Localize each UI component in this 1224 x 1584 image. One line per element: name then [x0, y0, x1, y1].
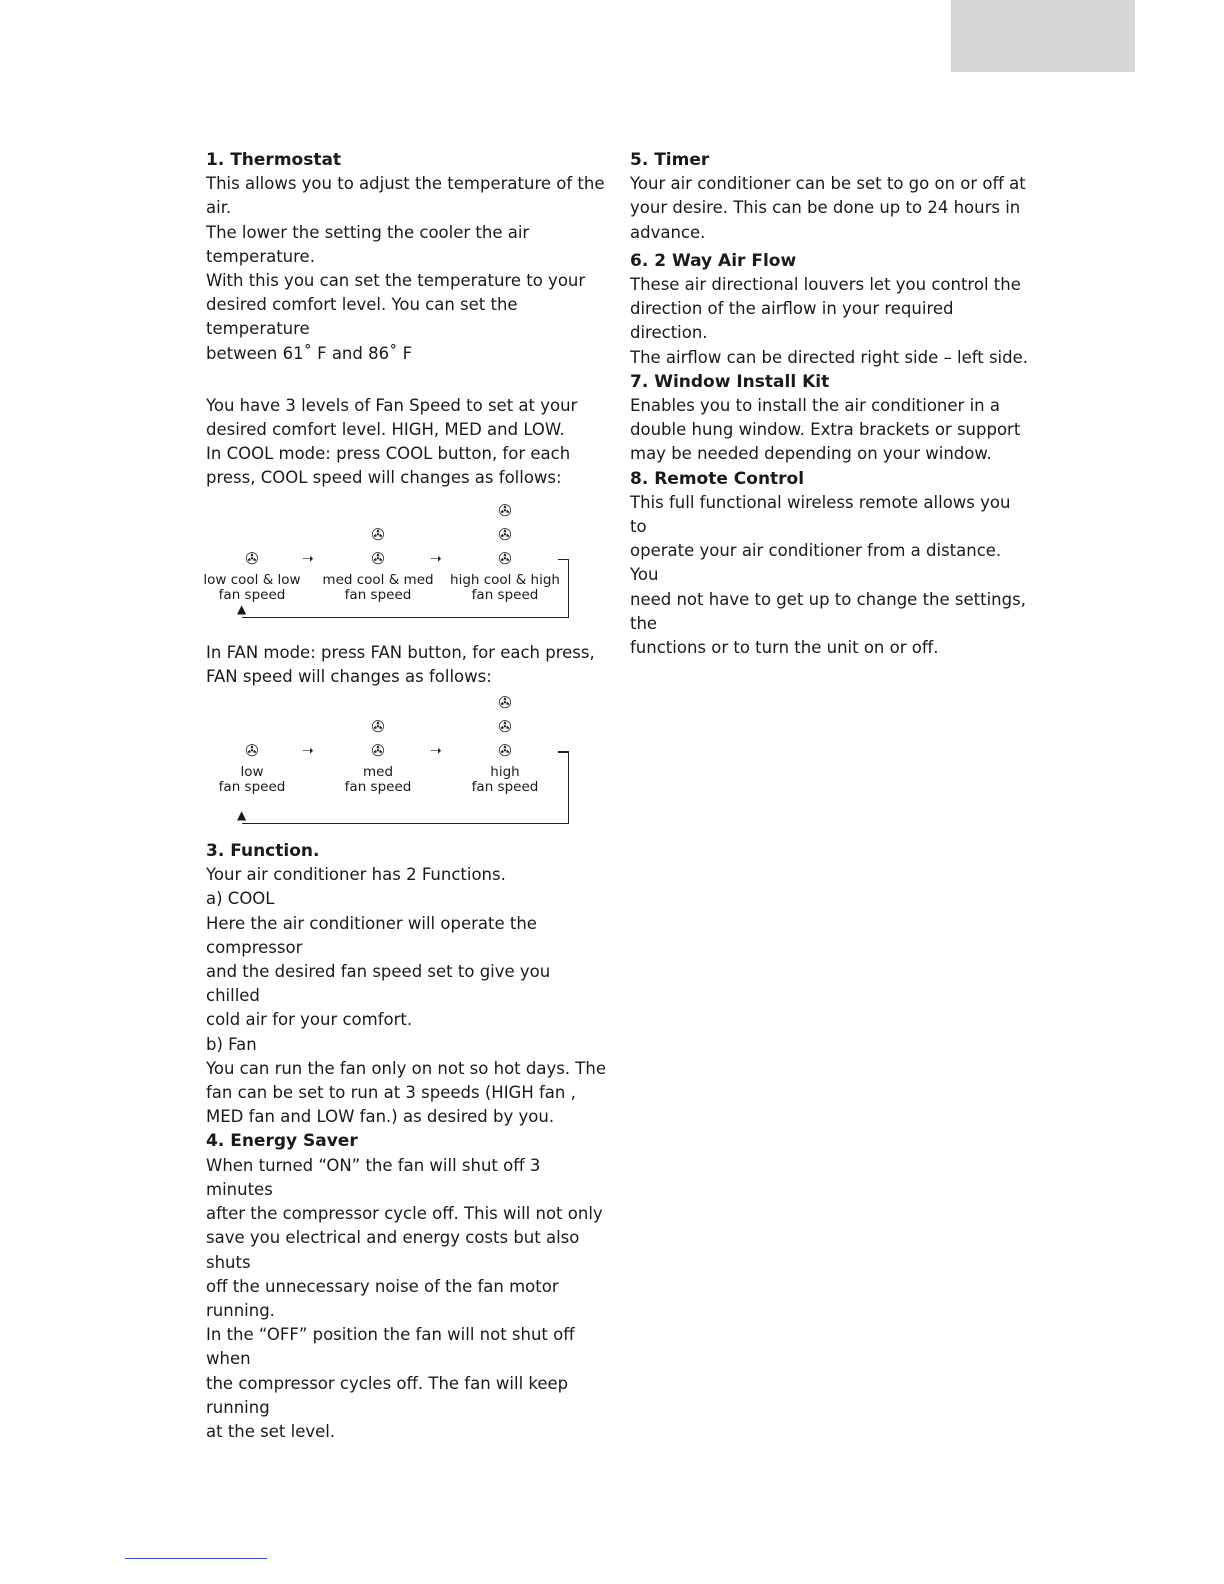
loop-line	[242, 559, 569, 618]
cool-label-high: high cool & high fan speed	[450, 571, 560, 603]
window-kit-heading: 7. Window Install Kit	[630, 371, 830, 392]
energy-saver-line: the compressor cycles off. The fan will keep running	[206, 1373, 569, 1417]
thermostat-line: The lower the setting the cooler the air temperature.	[206, 222, 530, 266]
function-line: fan can be set to run at 3 speeds (HIGH fan ,	[206, 1083, 576, 1103]
fan-mode-line: FAN speed will changes as follows:	[206, 666, 492, 686]
remote-line: need not have to get up to change the settings, the	[630, 589, 1026, 633]
fan-speed-diagram	[206, 689, 606, 839]
function-line: cold air for your comfort.	[206, 1010, 413, 1030]
function-line: and the desired fan speed set to give you chilled	[206, 962, 551, 1006]
timer-line: advance.	[630, 222, 706, 242]
fan-icon: ✇	[498, 524, 512, 544]
fan-icon: ✇	[371, 741, 385, 761]
fan-icon: ✇	[498, 500, 512, 520]
function-heading: 3. Function.	[206, 841, 320, 862]
timer-line: Your air conditioner can be set to go on or off at	[630, 174, 1026, 194]
fan-speed-line: press, COOL speed will changes as follows:	[206, 468, 562, 488]
remote-heading: 8. Remote Control	[630, 468, 805, 489]
function-line: a) COOL	[206, 889, 275, 909]
energy-saver-line: after the compressor cycle off. This will not only	[206, 1204, 603, 1224]
fan-icon: ✇	[371, 717, 385, 737]
window-kit-line: Enables you to install the air conditioner in a	[630, 396, 1000, 416]
air-flow-heading: 6. 2 Way Air Flow	[630, 250, 797, 271]
left-column	[203, 148, 606, 1444]
fan-icon: ✇	[498, 548, 512, 568]
energy-saver-line: at the set level.	[206, 1421, 336, 1441]
footer-rule	[125, 1558, 267, 1559]
fan-icon: ✇	[245, 548, 259, 568]
thermostat-line: desired comfort level. You can set the temperature	[206, 295, 518, 339]
page-tab-marker	[951, 0, 1135, 72]
energy-saver-line: save you electrical and energy costs but also shuts	[206, 1228, 580, 1272]
right-arrow-icon: ➝	[302, 743, 314, 760]
right-arrow-icon: ➝	[430, 743, 442, 760]
thermostat-line: This allows you to adjust the temperature of the air.	[206, 174, 605, 218]
window-kit-line: double hung window. Extra brackets or support	[630, 420, 1021, 440]
function-line: Here the air conditioner will operate the compressor	[206, 913, 537, 957]
right-arrow-icon: ➝	[430, 550, 442, 567]
cool-speed-diagram	[203, 491, 606, 641]
fan-label-med: med fan speed	[344, 764, 412, 796]
remote-line: operate your air conditioner from a distance. You	[630, 541, 1002, 585]
fan-icon: ✇	[498, 741, 512, 761]
function-line: b) Fan	[206, 1034, 257, 1054]
fan-label-low: low fan speed	[218, 764, 286, 796]
air-flow-line: The airflow can be directed right side – left side.	[630, 347, 1029, 367]
fan-icon: ✇	[498, 717, 512, 737]
up-arrow-icon: ▲	[237, 601, 247, 616]
fan-speed-line: In COOL mode: press COOL button, for each	[206, 444, 571, 464]
fan-mode-line: In FAN mode: press FAN button, for each press,	[206, 642, 595, 662]
function-line: Your air conditioner has 2 Functions.	[206, 865, 506, 885]
fan-icon: ✇	[245, 741, 259, 761]
fan-label-high: high fan speed	[471, 764, 539, 796]
timer-heading: 5. Timer	[630, 150, 710, 170]
fan-icon: ✇	[371, 548, 385, 568]
thermostat-line: With this you can set the temperature to your	[206, 271, 586, 291]
energy-saver-line: When turned “ON” the fan will shut off 3 minutes	[206, 1155, 541, 1199]
air-flow-line: direction of the airflow in your required direction.	[630, 299, 954, 343]
energy-saver-line: In the “OFF” position the fan will not shut off when	[206, 1325, 575, 1369]
fan-icon: ✇	[498, 693, 512, 713]
up-arrow-icon: ▲	[237, 808, 247, 823]
fan-speed-line: You have 3 levels of Fan Speed to set at your	[206, 395, 578, 415]
cool-label-med: med cool & med fan speed	[322, 571, 434, 603]
right-arrow-icon: ➝	[302, 550, 314, 567]
loop-line	[242, 751, 569, 824]
energy-saver-heading: 4. Energy Saver	[206, 1131, 358, 1152]
right-column	[630, 148, 1030, 660]
fan-speed-line: desired comfort level. HIGH, MED and LOW.	[206, 420, 565, 440]
thermostat-heading: 1. Thermostat	[206, 150, 342, 170]
timer-line: your desire. This can be done up to 24 hours in	[630, 198, 1021, 218]
energy-saver-line: off the unnecessary noise of the fan motor running.	[206, 1276, 559, 1320]
function-line: MED fan and LOW fan.) as desired by you.	[206, 1107, 555, 1127]
remote-line: This full functional wireless remote allows you to	[630, 492, 1011, 537]
thermostat-line: between 61˚ F and 86˚ F	[206, 343, 413, 363]
air-flow-line: These air directional louvers let you control the	[630, 275, 1021, 295]
function-line: You can run the fan only on not so hot days. The	[206, 1058, 606, 1078]
fan-icon: ✇	[371, 524, 385, 544]
remote-line: functions or to turn the unit on or off.	[630, 638, 939, 658]
window-kit-line: may be needed depending on your window.	[630, 444, 992, 464]
cool-label-low: low cool & low fan speed	[203, 571, 301, 603]
